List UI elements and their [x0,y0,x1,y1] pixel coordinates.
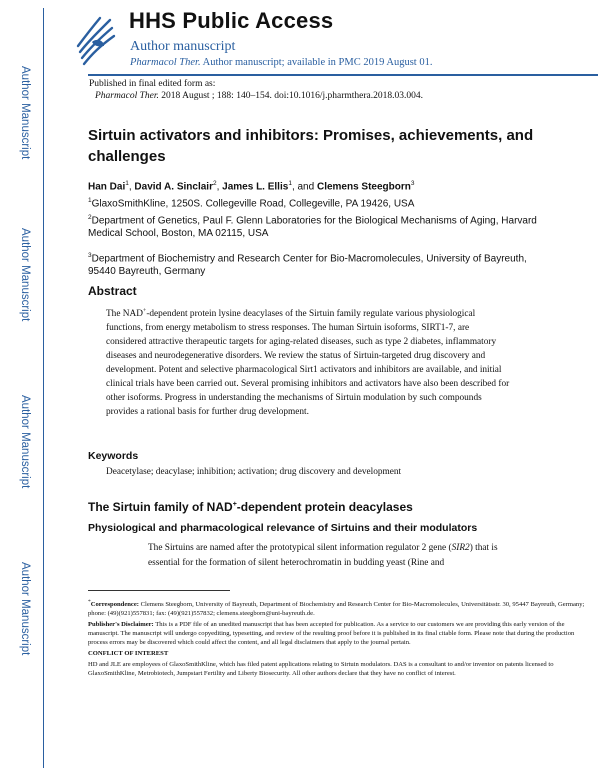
section-heading-end: -dependent protein deacylases [236,500,413,514]
affiliation [88,249,538,278]
affiliation-sup: 1 [88,197,92,204]
citation-journal: Pharmacol Ther. [130,57,201,68]
abstract-superscript: + [142,308,147,314]
abstract-heading: Abstract [88,284,137,298]
article-title: Sirtuin activators and inhibitors: Promises, achievements, and challenges [88,127,534,165]
hhs-eagle-logo-icon [74,12,116,66]
affiliation-sup: 3 [88,252,92,259]
section-heading [88,500,413,514]
author-affiliation-sup: 1 [288,180,292,187]
abstract-text [106,304,511,419]
footnote-divider [88,590,230,591]
disclaimer-text: This is a PDF file of an unedited manuscript that has been accepted for publication. As a service to our customers we are providing this early version of the manuscript. The manuscript will undergo copyediting, typesetting, and review of the resulting proof before it is published in its final citable form. Please note that during the production process errors may be discovered which could affect the content, and all legal disclaimers that apply to the journal pertain. [88,621,575,647]
author-affiliation-sup: 3 [410,180,415,187]
hhs-public-access-title: HHS Public Access [129,8,334,33]
section-heading-sup: + [232,501,237,508]
author-name: James L. Ellis [222,181,289,193]
sidebar-author-manuscript-label: Author Manuscript [19,562,31,656]
author-affiliation-sup: 2 [212,180,217,187]
body-text-end: ) that is essential for the formation of silent heterochromatin in budding yeast (Rine and [148,543,498,568]
correspondence-text: Clemens Steegborn, University of Bayreuth, Department of Biochemistry and Research Center for Bio-Macromolecules, Universitätsstr. 30, 95447 Bayreuth, Germany; phone: (49)(921)557831; fax: (49)(921)557832; clemens.steegborn@uni-bayreuth.de. [88,601,585,618]
author-name: Han Dai [88,181,126,193]
footnotes [88,598,588,680]
affiliation [88,194,538,210]
author-separator: , [291,181,298,193]
sidebar-author-manuscript-label: Author Manuscript [19,66,31,160]
correspondence-sup: * [88,599,91,605]
affiliation-text: Department of Biochemistry and Research Center for Bio-Macromolecules, University of Bayreuth, 95440 Bayreuth, Germany [88,253,527,278]
affiliation-text: GlaxoSmithKline, 1250S. Collegeville Road, Collegeville, PA 19426, USA [91,198,415,210]
author-name: Clemens Steegborn [316,181,411,193]
abstract-text-rest: -dependent protein lysine deacylases of the Sirtuin family regulate various physiological functions, from energy metabolism to stress responses. The human Sirtuin isoforms, SIRT1-7, are considered attractive therapeutic targets for aging-related diseases, such as type 2 diabetes, inflammatory diseases and neurodegenerative disorders. We review the status of Sirtuin-targeted drug discovery and development. Potent and selective pharmacological Sirt1 activators and inhibitors are available, and initial clinical trials have been carried out. Several promising inhibitors and activators have also been described for other isoforms. Progress in understanding the mechanisms of Sirtuin modulation by such compounds provides a rational basis for further drug development. [106,309,510,418]
conflict-of-interest-text: HD and JLE are employees of GlaxoSmithKline, which has filed patent applications relating to Sirtuin modulators. DAS is a consultant to and/or inventor on patents licensed to GlaxoSmithKline, Metrobiotech, Jumpstart Fertility and Liberty Biosecurity. All other authors declare that they have no conflict of interest. [88,661,554,678]
correspondence-label: Correspondence: [90,601,139,609]
gene-name: SIR2 [451,543,470,553]
correspondence-footnote [88,598,588,618]
author-list [88,180,415,192]
sidebar-divider [43,8,44,768]
sidebar-author-manuscript-label: Author Manuscript [19,228,31,322]
author-name: David A. Sinclair [134,181,213,193]
affiliation-sup: 2 [88,214,92,221]
subsection-heading: Physiological and pharmacological relevance of Sirtuins and their modulators [88,522,478,534]
header-divider [88,74,598,76]
author-manuscript-subtitle: Author manuscript [130,39,236,54]
affiliation-text: Department of Genetics, Paul F. Glenn Laboratories for the Biological Mechanisms of Aging, Harvard Medical School, Boston, MA 02115, USA [88,215,537,240]
publication-citation [95,91,423,101]
author-separator: , [216,181,223,193]
published-label: Published in final edited form as: [89,79,216,89]
abstract-text-start: The NAD [106,309,143,320]
citation-text: Author manuscript; available in PMC 2019 August 01. [200,57,433,68]
sidebar-author-manuscript-label: Author Manuscript [19,395,31,489]
disclaimer-footnote [88,620,588,647]
keywords-text: Deacetylase; deacylase; inhibition; activation; drug discovery and development [106,467,402,477]
body-text-start: The Sirtuins are named after the prototypical silent information regulator 2 gene ( [148,543,452,553]
author-affiliation-sup: 1 [125,180,129,187]
affiliation [88,211,538,240]
section-heading-start: The Sirtuin family of NAD [88,500,233,514]
body-paragraph [148,541,528,571]
author-and: and [297,181,317,193]
disclaimer-label: Publisher's Disclaimer: [88,621,154,629]
author-separator: , [128,181,135,193]
publication-details: 2018 August ; 188: 140–154. doi:10.1016/j.pharmthera.2018.03.004. [158,91,424,101]
keywords-heading: Keywords [88,450,139,462]
pmc-availability-citation [130,57,432,68]
conflict-of-interest-heading: CONFLICT OF INTEREST [88,650,169,658]
publication-journal: Pharmacol Ther. [95,91,159,101]
